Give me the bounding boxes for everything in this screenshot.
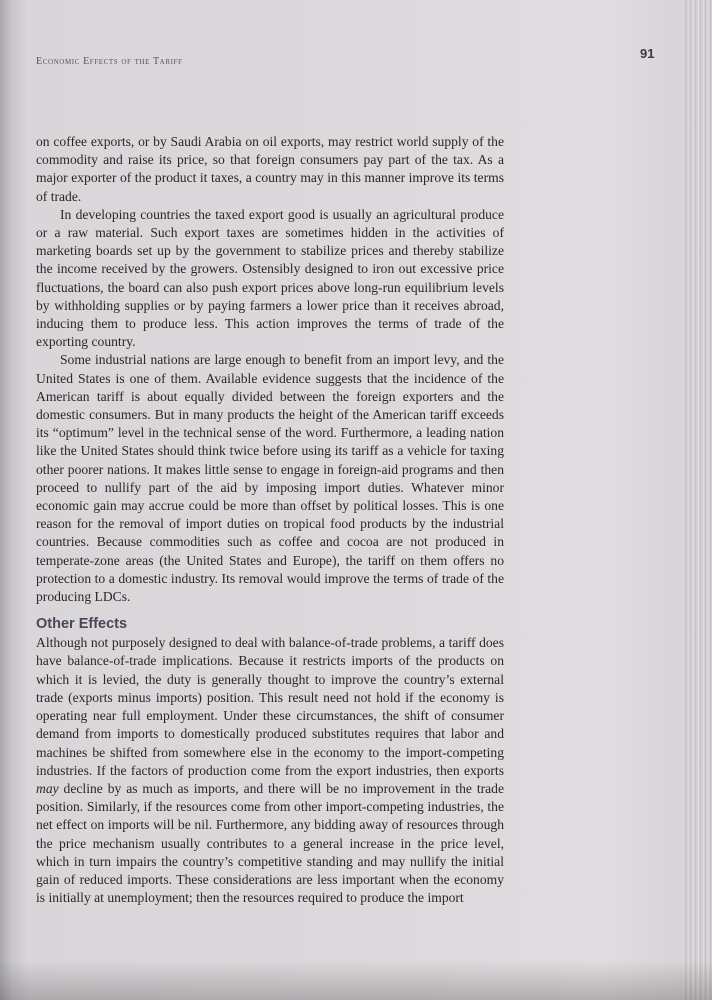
paragraph-text: decline by as much as imports, and there will be no improvement in the trade position. Similarly, if the resources come from other import-competing industries, the net effect on imports will be nil. Furthermore, any bidding away of resources through the price mechanism usually contributes to a general increase in the price level, which in turn impairs the country’s competitive standing and may nullify the initial gain of reduced imports. These considerations are less important when the economy is initially at unemployment; then the resources required to produce the import (36, 780, 504, 906)
running-head: Economic Effects of the Tariff (36, 56, 183, 67)
paragraph: Some industrial nations are large enough to benefit from an import levy, and the United States is one of them. Available evidence suggests that the incidence of the American tariff is about equally divided between the foreign exporters and the domestic consumers. But in many products the height of the American tariff exceeds its “optimum” level in the technical sense of the word. Furthermore, a leading nation like the United States should think twice before using its tariff as a vehicle for taxing other poorer nations. It makes little sense to engage in foreign-aid programs and then proceed to nullify part of the aid by imposing import duties. Whatever minor economic gain may accrue could be more than offset by political losses. This is one reason for the removal of import duties on tropical food products by the industrial countries. Because commodities such as coffee and cocoa are not produced in temperate-zone areas (the United States and Europe), the tariff on them offers no protection to a domestic industry. Its removal would improve the terms of trade of the producing LDCs. (36, 352, 504, 605)
body-text (36, 133, 504, 907)
page-shadow (0, 960, 712, 1000)
paragraph-text: Although not purposely designed to deal with balance-of-trade problems, a tariff does have balance-of-trade implications. Because it restricts imports of the products on which it is levied, the duty is generally thought to improve the country’s external trade (exports minus imports) position. This result need not hold if the economy is operating near full employment. Under these circumstances, the shift of consumer demand from imports to domestically produced substitutes requires that labor and machines be shifted from somewhere else in the economy to the import-competing industries. If the factors of production come from the export industries, then exports (36, 635, 504, 778)
section-heading: Other Effects (36, 616, 128, 633)
page-edge (682, 0, 712, 1000)
paragraph: In developing countries the taxed export good is usually an agricultural produce or a raw material. Such export taxes are sometimes hidden in the activities of marketing boards set up by the government to stabilize prices and thereby stabilize the income received by the growers. Ostensibly designed to iron out excessive price fluctuations, the board can also push export prices above long-run equilibrium levels by withholding supplies or by paying farmers a lower price than it receives abroad, inducing them to produce less. This action improves the terms of trade of the exporting country. (36, 206, 504, 350)
emphasis-text: may (36, 780, 59, 796)
page-number: 91 (640, 46, 655, 61)
paragraph (36, 634, 504, 907)
paragraph: on coffee exports, or by Saudi Arabia on oil exports, may restrict world supply of the commodity and raise its price, so that foreign consumers pay part of the tax. As a major exporter of the product it taxes, a country may in this manner improve its terms of trade. (36, 134, 504, 204)
